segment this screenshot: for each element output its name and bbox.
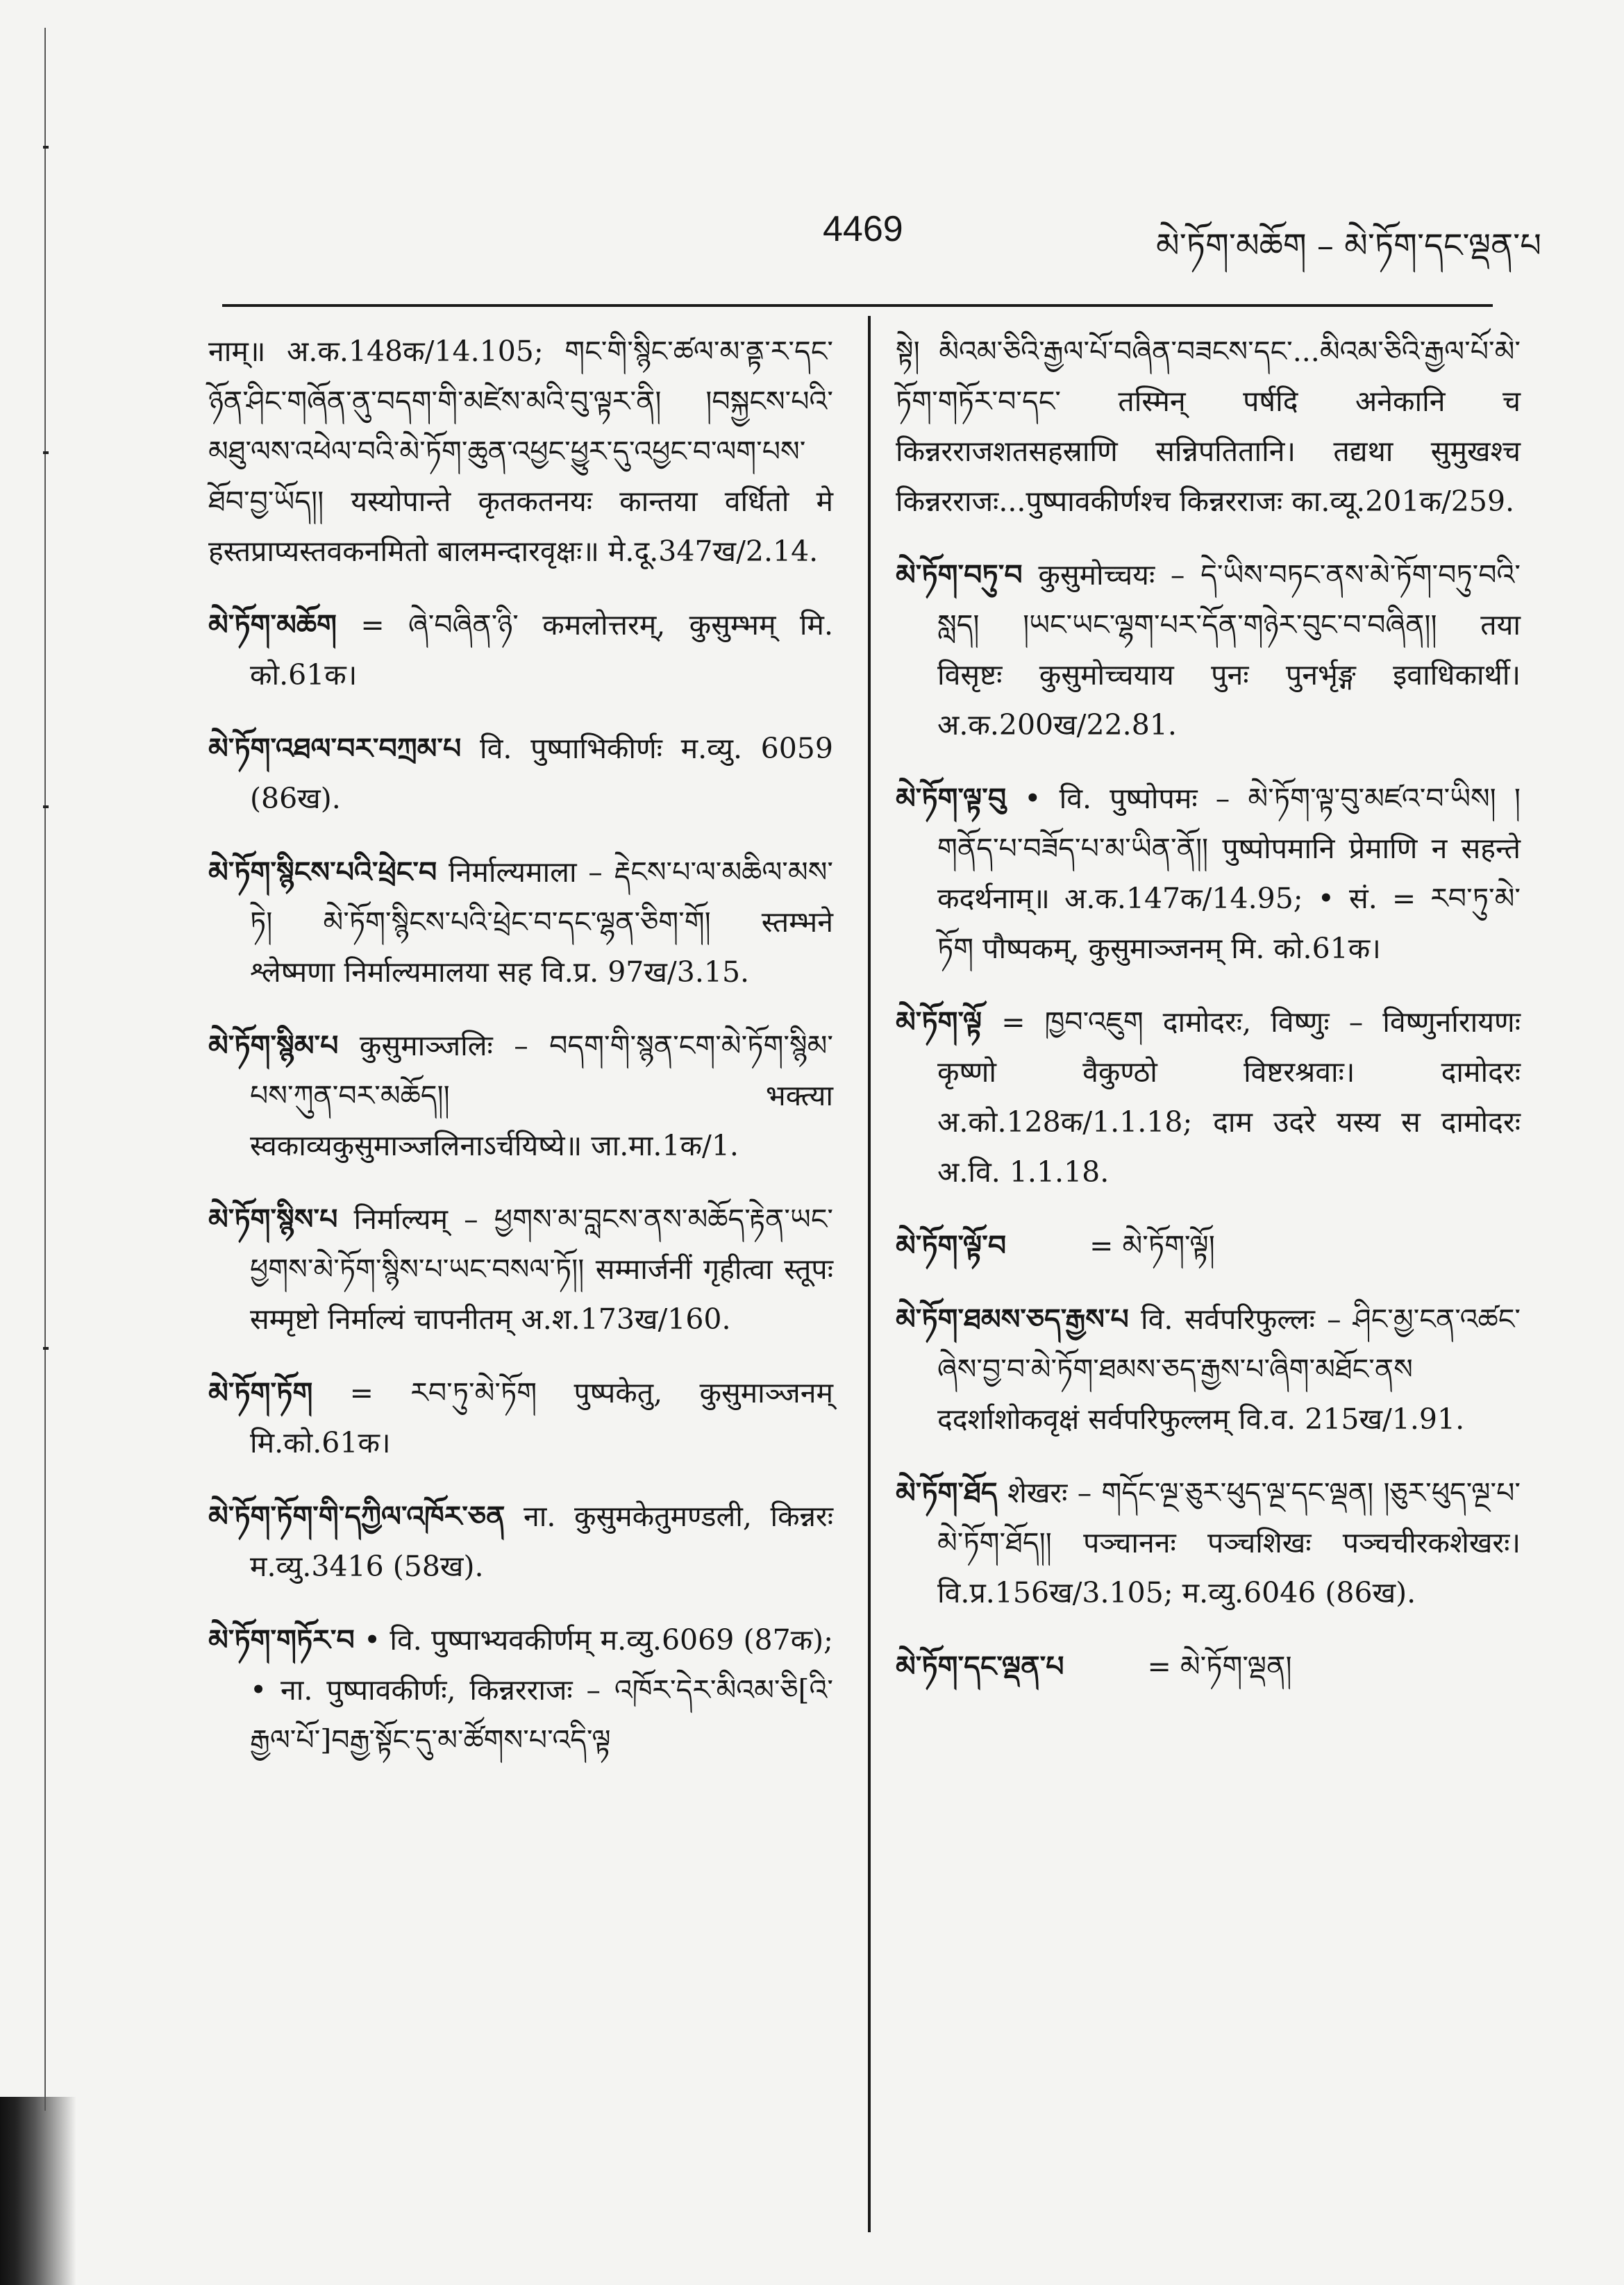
running-header: མེ་ཏོག་མཆོག – མེ་ཏོག་དང་ལྡན་པ (1156, 226, 1541, 265)
entry-text: कुसुमोच्चयः – དེ་ཡིས་བཏང་ནས་མེ་ཏོག་བཏུ་བའི་སླད། །ཡང་ཡང་ལྷག་པར་དོན་གཉེར་བུང་བ་བཞིན།། तया विसृष्टः कुसुमोच्चयाय पुनः पुनर्भृङ्ग इवाधिकार्थी। अ.क.200ख/22.81. (937, 558, 1521, 742)
entry-headword: མེ་ཏོག་ལྟོ་བ (896, 1229, 1007, 1262)
entry-text: = ཁྱབ་འཇུག दामोदरः, विष्णुः – विष्णुर्नारायणः कृष्णो वैकुण्ठो विष्टरश्रवाः। दामोदरः अ.को.128क/1.1.18; दाम उदरे यस्य स दामोदरः अ.वि. 1.1.18. (937, 1005, 1521, 1189)
header-rule (222, 304, 1493, 307)
dictionary-entry (896, 326, 1521, 526)
margin-tick (43, 805, 49, 808)
entry-headword: མེ་ཏོག་ཏོག (208, 1376, 313, 1409)
dictionary-entry (896, 550, 1521, 750)
dictionary-entry (208, 723, 833, 823)
entry-text: वि. सर्वपरिफुल्लः – ཤིང་མྱ་ངན་འཚང་ཞེས་བྱ་བ་མེ་ཏོག་ཐམས་ཅད་རྒྱས་པ་ཞིག་མཐོང་ནས ददर्शाशोकवृक्षं सर्वपरिफुल्लम् वि.व. 215ख/1.91. (937, 1303, 1521, 1436)
dictionary-entry (896, 1468, 1521, 1618)
column-divider (868, 316, 871, 2232)
dictionary-entry (208, 1021, 833, 1171)
dictionary-entry (208, 1368, 833, 1468)
entry-text: नाम्॥ अ.क.148क/14.105; གང་གི་སྙིང་ཚལ་མ་ནྟ་ར་དང་ཉོན་ཤིང་གཞོན་ནུ་བདག་གི་མཛེས་མའི་བུ་ལྟར་ནི། །བསྐྱངས་པའི་མཐུ་ལས་འཕེལ་བའི་མེ་ཏོག་ཆུན་འཕྱང་ཕྱུར་དུ་འཕྱང་བ་ལག་པས་ཐོབ་བྱ་ཡོད།། यस्योपान्ते कृतकतनयः कान्तया वर्धितो मे हस्तप्राप्यस्तवकनमितो बालमन्दारवृक्षः॥ मे.दू.347ख/2.14. (208, 335, 833, 568)
left-column (208, 326, 833, 1789)
dictionary-entry (208, 1615, 833, 1765)
entry-text: ना. कुसुमकेतुमण्डली, किन्नरः म.व्यु.3416 (58ख). (250, 1500, 833, 1583)
dictionary-entry (208, 326, 833, 576)
entry-headword: མེ་ཏོག་སྙིངས་པའི་ཕྲེང་བ (208, 855, 437, 889)
entry-headword: མེ་ཏོག་ལྟོ (896, 1005, 982, 1039)
entry-text: • वि. पुष्पाभ्यवकीर्णम् म.व्यु.6069 (87क); • ना. पुष्पावकीर्णः, किन्नरराजः – འཁོར་དེར་མིའམ་ཅི[འི་རྒྱལ་པོ་]བརྒྱ་སྟོང་དུ་མ་ཚོགས་པ་འདི་ལྟ (250, 1623, 833, 1757)
entry-text: निर्माल्यमाला – རྡེངས་པ་ལ་མཆིལ་མས་ཏེ། མེ་ཏོག་སྙིངས་པའི་ཕྲེང་བ་དང་ལྷན་ཅིག་གོ། स्तम्भने श्लेष्मणा निर्माल्यमालया सह वि.प्र. 97ख/3.15. (250, 855, 833, 989)
margin-tick (43, 451, 49, 454)
page-number: 4469 (823, 209, 903, 249)
entry-text: སྟེ། མིའམ་ཅིའི་རྒྱལ་པོ་བཞིན་བཟངས་དང་...མིའམ་ཅིའི་རྒྱལ་པོ་མེ་ཏོག་གཏོར་བ་དང་ तस्मिन् पर्षदि अनेकानि च किन्नरराजशतसहस्राणि सन्निपतितानि। तद्यथा सुमुखश्च किन्नरराजः...पुष्पावकीर्णश्च किन्नरराजः का.व्यू.201क/259. (896, 335, 1521, 518)
entry-text: = ཞེ་བཞིན་ཉི་ कमलोत्तरम्, कुसुम्भम् मि. को.61क। (250, 608, 833, 692)
entry-headword: མེ་ཏོག་ཐམས་ཅད་རྒྱས་པ (896, 1303, 1129, 1336)
dictionary-entry (896, 773, 1521, 973)
dictionary-entry (896, 997, 1521, 1197)
entry-text: वि. पुष्पाभिकीर्णः म.व्यु. 6059 (86ख). (250, 732, 833, 815)
right-column (896, 326, 1521, 1715)
entry-text: = མེ་ཏོག་ལྟོ། (1089, 1229, 1215, 1262)
dictionary-entry (208, 847, 833, 997)
entry-headword: མེ་ཏོག་མཆོག (208, 608, 337, 642)
dictionary-entry (896, 1641, 1521, 1691)
entry-text: = མེ་ཏོག་ལྡན། (1147, 1650, 1292, 1683)
binding-shadow (0, 2097, 76, 2285)
entry-headword: མེ་ཏོག་སྙིས་པ (208, 1203, 338, 1236)
entry-headword: མེ་ཏོག་བཏུ་བ (896, 558, 1023, 592)
entry-headword: མེ་ཏོག་འཐལ་བར་བཀྲམ་པ (208, 732, 462, 765)
entry-text: निर्माल्यम् – ཕྱགས་མ་བླངས་ནས་མཆོད་རྟེན་ཡང་ཕྱགས་མེ་ཏོག་སྙིས་པ་ཡང་བསལ་ཏོ།། सम्मार्जनीं गृहीत्वा स्तूपः सम्मृष्टो निर्माल्यं चापनीतम् अ.श.173ख/160. (250, 1203, 833, 1336)
entry-headword: མེ་ཏོག་ཏོག་གི་དཀྱིལ་འཁོར་ཅན (208, 1500, 505, 1533)
dictionary-entry (208, 1194, 833, 1344)
entry-text: शेखरः – གདོང་ལྔ་ཅུར་ཕུད་ལྔ་དང་ལྡན། །ཅུར་ཕུད་ལྔ་པ་མེ་ཏོག་ཐོད།། पञ्चाननः पञ्चशिखः पञ्चचीरकशेखरः। वि.प्र.156ख/3.105; म.व्यु.6046 (86ख). (937, 1476, 1521, 1609)
entry-headword: མེ་ཏོག་གཏོར་བ (208, 1623, 355, 1657)
entry-headword: མེ་ཏོག་ཐོད (896, 1476, 998, 1509)
entry-headword: མེ་ཏོག་ལྟ་བུ (896, 782, 1007, 815)
dictionary-entry (896, 1294, 1521, 1444)
margin-tick (43, 1347, 49, 1350)
entry-text: • वि. पुष्पोपमः – མེ་ཏོག་ལྟ་བུ་མཛའ་བ་ཡིས། །གནོད་པ་བཟོད་པ་མ་ཡིན་ནོ།། पुष्पोपमानि प्रेमाणि न सहन्ते कदर्थनाम्॥ अ.क.147क/14.95; • सं. = རབ་ཏུ་མེ་ཏོག पौष्पकम्, कुसुमाञ्जनम् मि. को.61क। (937, 782, 1521, 965)
margin-binding-line (44, 28, 46, 2111)
dictionary-entry (208, 1491, 833, 1591)
entry-headword: མེ་ཏོག་དང་ལྡན་པ (896, 1650, 1064, 1683)
margin-tick (43, 146, 49, 149)
entry-headword: མེ་ཏོག་སྙིམ་པ (208, 1029, 339, 1062)
entry-text: कुसुमाञ्जलिः – བདག་གི་སྙན་ངག་མེ་ཏོག་སྙིམ་པས་ཀུན་བར་མཆོད།། भक्त्या स्वकाव्यकुसुमाञ्जलिनाऽर्चयिष्ये॥ जा.मा.1क/1. (250, 1029, 833, 1162)
entry-text: = རབ་ཏུ་མེ་ཏོག पुष्पकेतु, कुसुमाञ्जनम् मि.को.61क। (250, 1376, 833, 1459)
dictionary-entry (208, 600, 833, 700)
dictionary-entry (896, 1221, 1521, 1271)
